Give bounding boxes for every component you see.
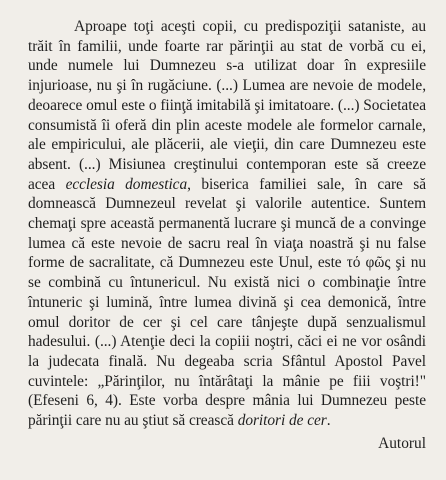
author-signature: Autorul <box>378 435 426 452</box>
paragraph-text: , biserica familiei sale, în care să domnească Dumnezeul revelat şi valorile autentice. Suntem chemaţi spre această permanentă lucrare şi muncă de a convinge lumea că este nevoie de sacru real în viaţa noastră şi nu false forme de sacralitate, că Dumnezeu este Unul, este τό φῶς şi nu se combină cu întunericul. Nu există nici o combinaţie între întuneric şi lumină, între lumea divină şi cea demonică, între omul doritor de cer şi cel care tânjeşte după senzualismul hadesului. (...) Atenţie deci la copiii noştri, căci ei ne vor osândi la judecata finală. Nu degeaba scria Sfântul Apostol Pavel cuvintele: „Părinţilor, nu întărâtaţi la mânie pe fiii voştri!" (Efeseni 6, 4). Este vorba despre mânia lui Dumnezeu peste părinţii care nu au ştiut să crească <box>28 175 426 430</box>
italic-phrase: ecclesia domestica <box>65 175 188 193</box>
body-paragraph <box>28 17 426 431</box>
italic-phrase: doritori de cer <box>237 412 327 430</box>
paragraph-text: Aproape toţi aceşti copii, cu predispoziţii sataniste, au trăit în familii, unde foarte rar părinţii au stat de vorbă cu ei, unde numele lui Dumnezeu s-a utilizat doar în expresiile injurioase, nu şi în rugăciune. (...) Lumea are nevoie de modele, deoarece omul este o fiinţă imitabilă şi imitatoare. (...) Societatea consumistă îi oferă din plin aceste modele ale formelor carnale, ale empiricului, ale plăcerii, ale vieţii, din care Dumnezeu este absent. (...) Misiunea creştinului contemporan este să creeze acea <box>28 18 426 193</box>
paragraph-text: . <box>326 412 331 430</box>
